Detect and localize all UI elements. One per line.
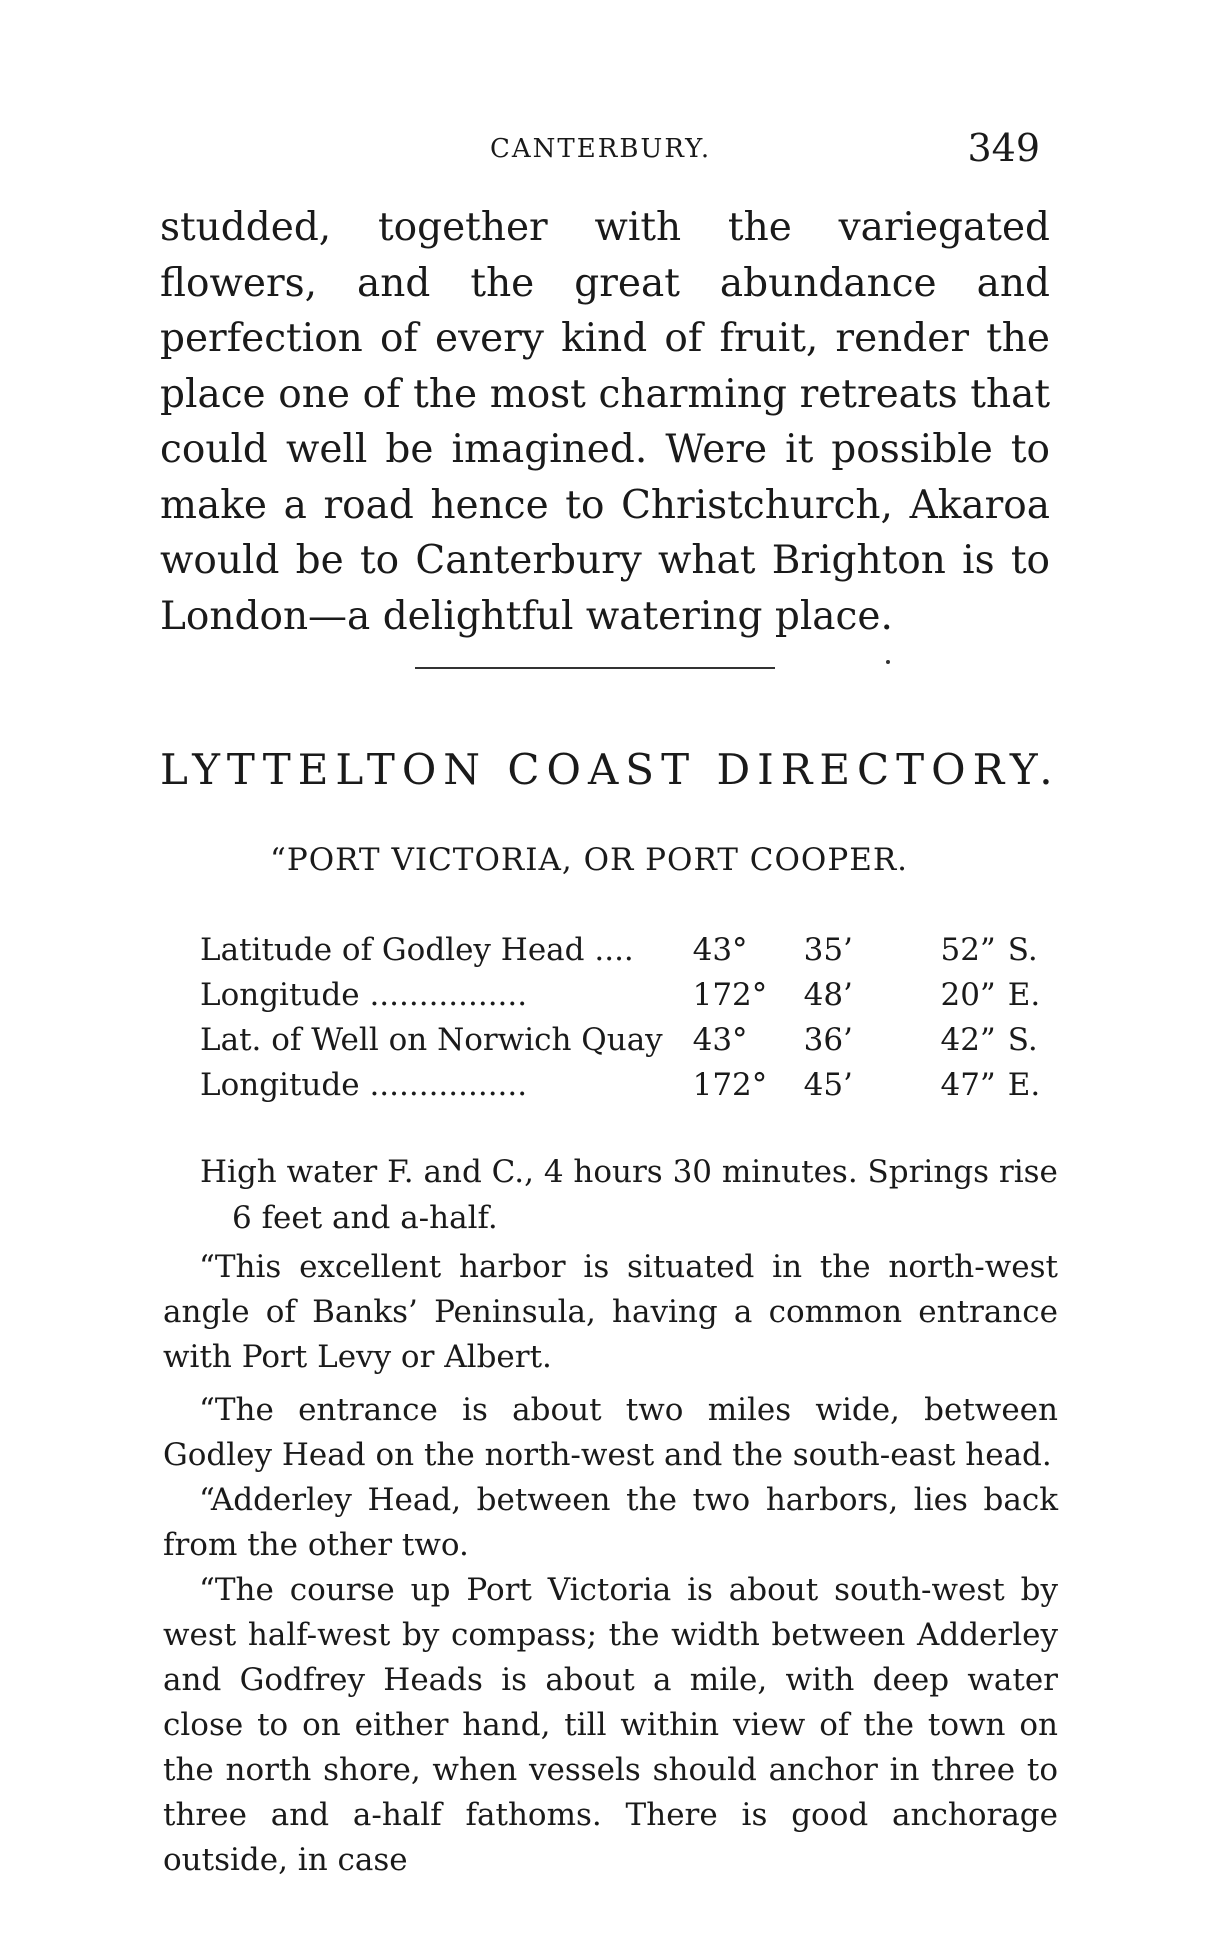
stray-mark xyxy=(886,660,890,664)
coordinate-seconds: 47” xyxy=(940,1067,996,1103)
coordinate-degrees: 172° xyxy=(692,977,768,1013)
page-number: 349 xyxy=(967,126,1040,170)
adderley-paragraph: “Adderley Head, between the two harbors, lies back from the other two. xyxy=(163,1482,1058,1563)
coordinate-row xyxy=(200,973,1060,1018)
coordinate-label: Longitude ................ xyxy=(200,977,528,1013)
coordinate-minutes: 35’ xyxy=(803,932,853,968)
coordinate-minutes: 36’ xyxy=(803,1022,853,1058)
high-water-note-continued: 6 feet and a-half. xyxy=(232,1200,498,1236)
coordinate-row xyxy=(200,1018,1060,1063)
coordinate-row xyxy=(200,928,1060,973)
running-head: CANTERBURY. xyxy=(490,134,712,164)
coordinate-direction: E. xyxy=(1007,977,1041,1013)
course-paragraph: “The course up Port Victoria is about south-west by west half-west by compass; the width between Adderley and Godfrey Heads is about a mile, with deep water close to on either hand, till within view of the town on the north shore, when vessels should anchor in three to three and a-half fathoms. There is good anchorage outside, in case xyxy=(163,1572,1058,1878)
coordinate-seconds: 20” xyxy=(940,977,996,1013)
coordinate-degrees: 43° xyxy=(692,932,748,968)
coordinate-label: Latitude of Godley Head .... xyxy=(200,932,634,968)
coordinate-seconds: 52” xyxy=(940,932,996,968)
section-divider xyxy=(415,667,775,669)
entrance-paragraph: “The entrance is about two miles wide, between Godley Head on the north-west and the south-east head. xyxy=(163,1392,1058,1473)
coordinate-degrees: 43° xyxy=(692,1022,748,1058)
coordinates-table xyxy=(200,928,1060,1108)
section-subtitle: “PORT VICTORIA, OR PORT COOPER. xyxy=(270,842,909,878)
coordinate-label: Lat. of Well on Norwich Quay xyxy=(200,1022,663,1058)
coordinate-minutes: 45’ xyxy=(803,1067,853,1103)
coordinate-seconds: 42” xyxy=(940,1022,996,1058)
coordinate-row xyxy=(200,1063,1060,1108)
page-header xyxy=(160,100,1060,170)
coordinate-label: Longitude ................ xyxy=(200,1067,528,1103)
section-title: LYTTELTON COAST DIRECTORY. xyxy=(160,745,1060,794)
high-water-note: High water F. and C., 4 hours 30 minutes. Springs rise xyxy=(200,1154,1058,1190)
coordinate-direction: E. xyxy=(1007,1067,1041,1103)
coordinate-minutes: 48’ xyxy=(803,977,853,1013)
coordinate-direction: S. xyxy=(1007,1022,1038,1058)
coordinate-degrees: 172° xyxy=(692,1067,768,1103)
coordinate-direction: S. xyxy=(1007,932,1038,968)
harbor-paragraph: “This excellent harbor is situated in the north-west angle of Banks’ Peninsula, having a common entrance with Port Levy or Albert. xyxy=(163,1249,1058,1375)
intro-paragraph: studded, together with the variegated flowers, and the great abundance and perfection of every kind of fruit, render the place one of the most charming retreats that could well be imagined. Were it possible to make a road hence to Christchurch, Akaroa would be to Canterbury what Brighton is to London—a delightful watering place. xyxy=(160,205,1050,639)
